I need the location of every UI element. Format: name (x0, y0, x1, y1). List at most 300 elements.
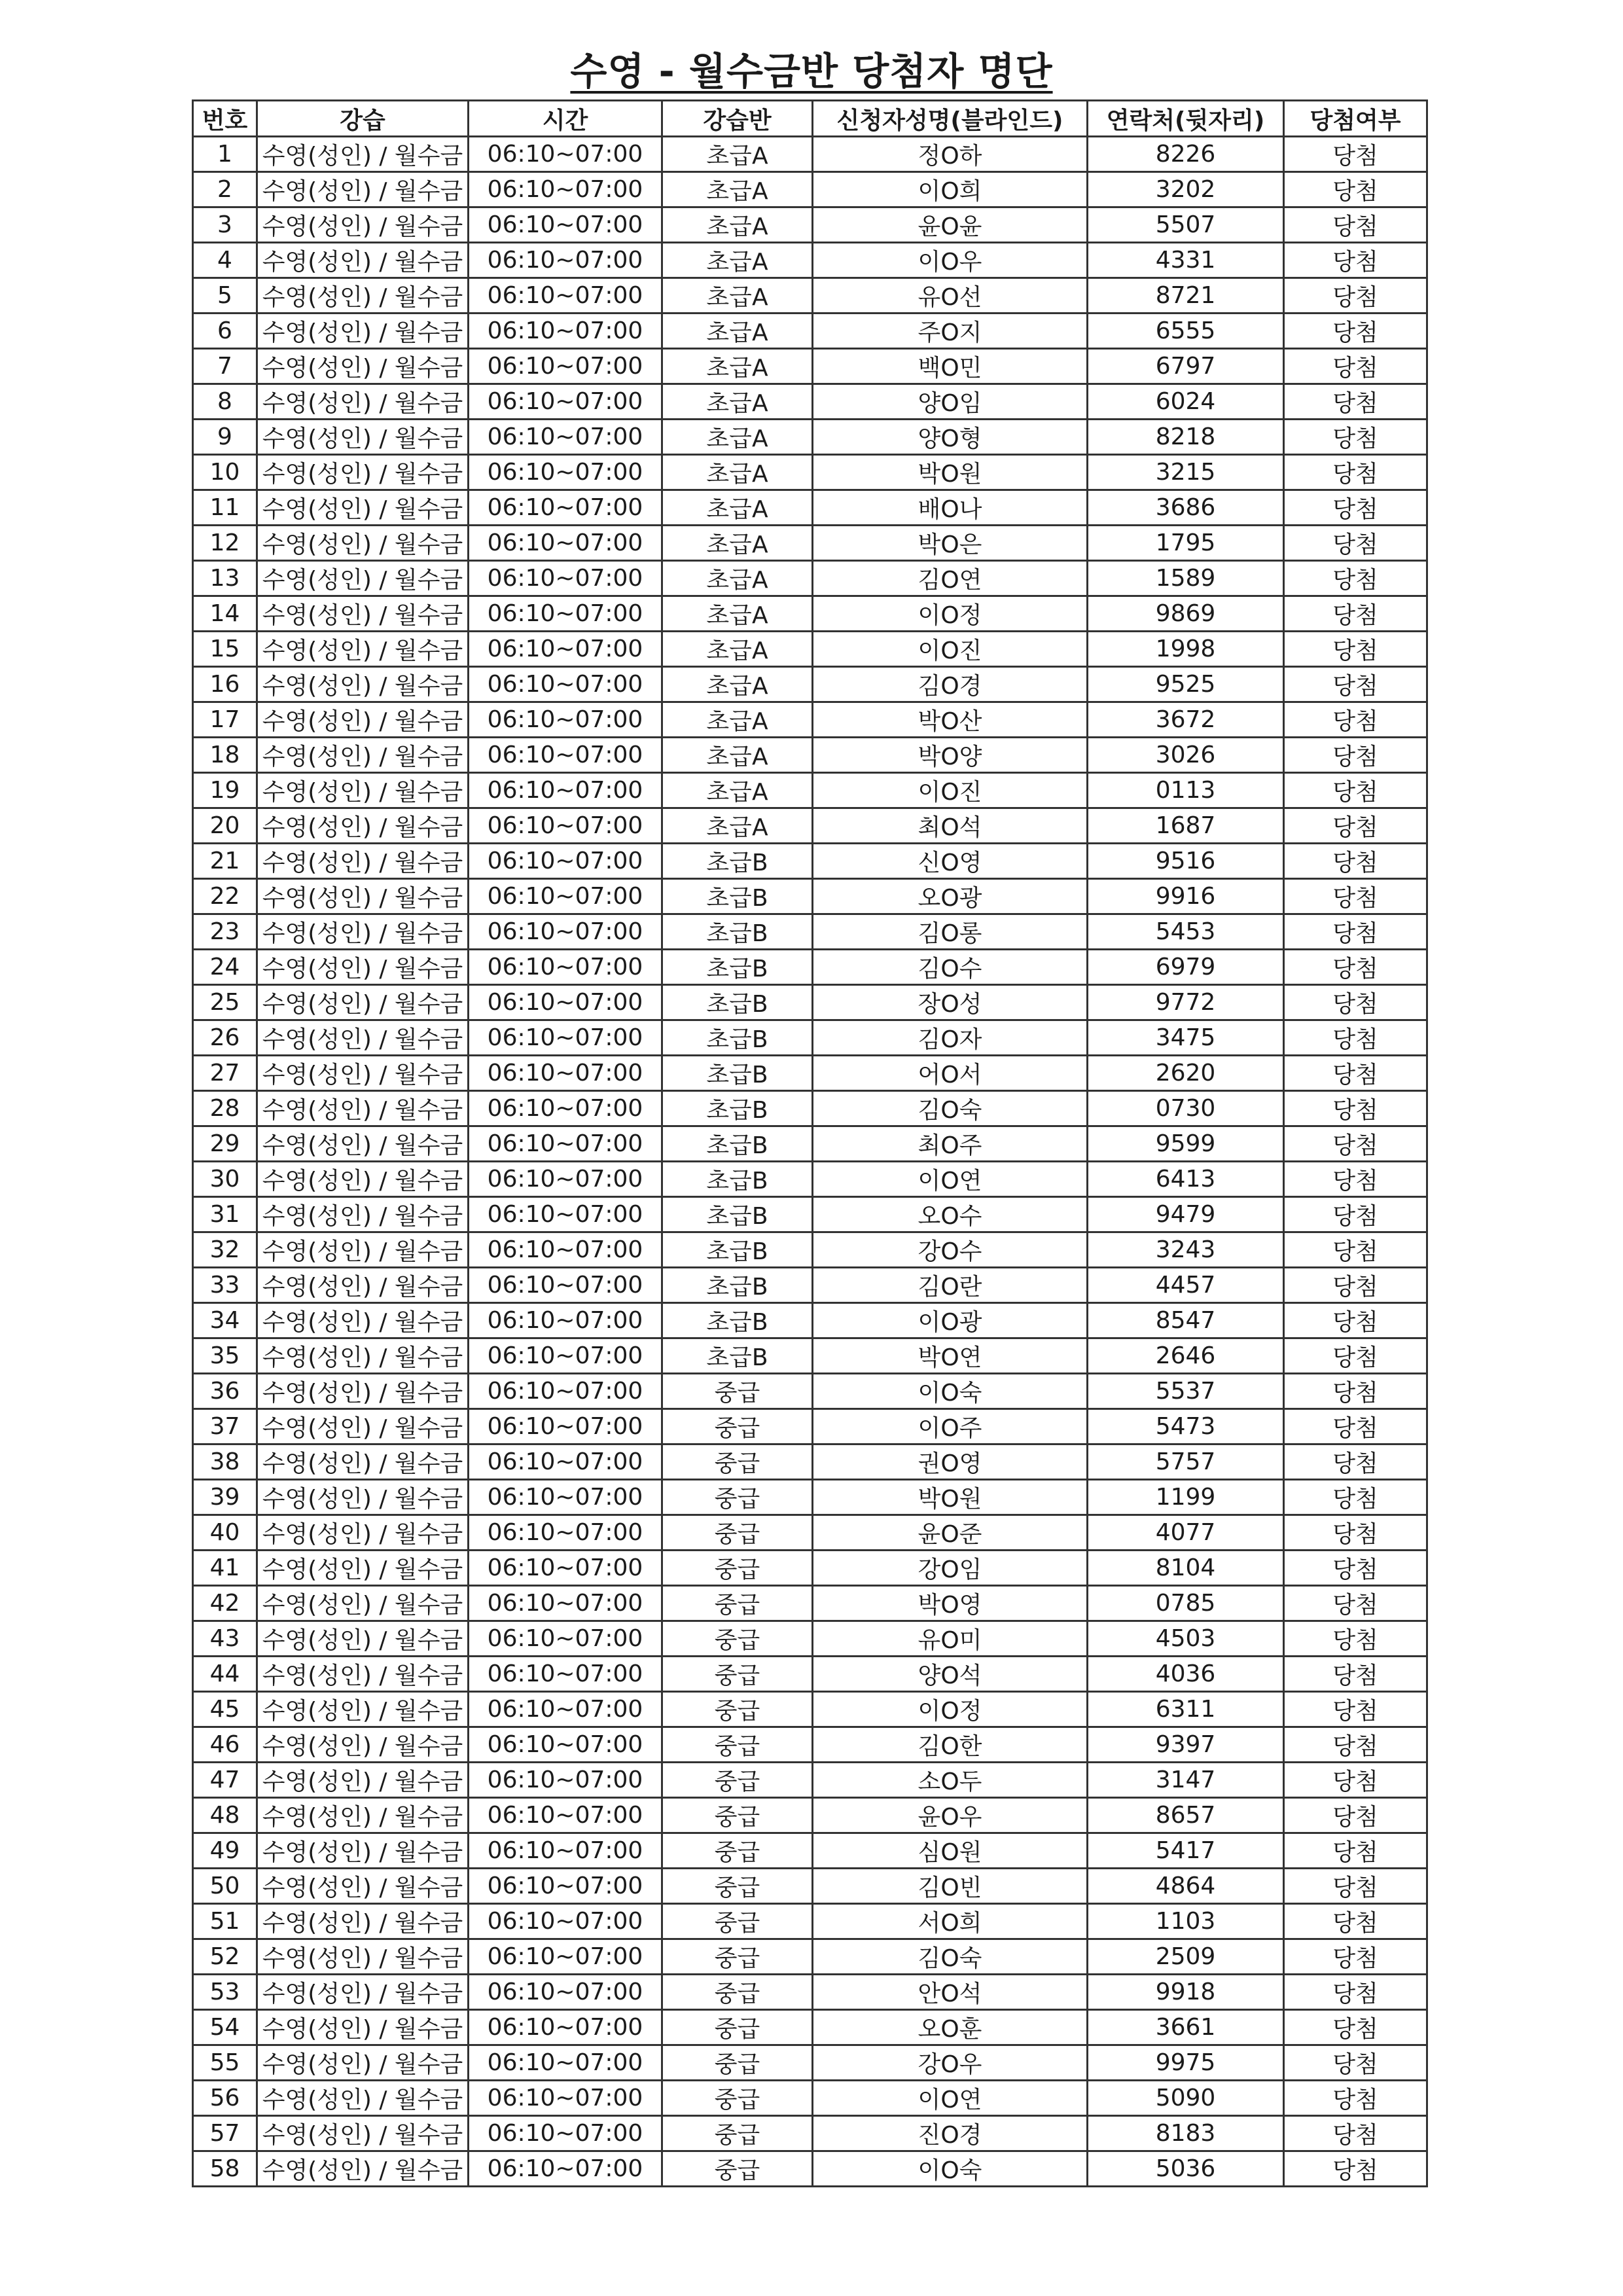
table-row (193, 667, 1427, 702)
cell-time: 06:10~07:00 (469, 1480, 662, 1515)
cell-course: 수영(성인) / 월수금 (257, 879, 469, 914)
cell-time: 06:10~07:00 (469, 314, 662, 349)
cell-class: 초급A (662, 808, 813, 844)
cell-contact: 8183 (1088, 2116, 1284, 2151)
cell-result: 당첨 (1284, 2151, 1427, 2187)
cell-contact: 5507 (1088, 207, 1284, 243)
cell-time: 06:10~07:00 (469, 1551, 662, 1586)
cell-contact: 8547 (1088, 1303, 1284, 1338)
cell-number: 30 (193, 1162, 257, 1197)
cell-result: 당첨 (1284, 137, 1427, 172)
cell-time: 06:10~07:00 (469, 1586, 662, 1621)
table-row (193, 420, 1427, 455)
table-row (193, 490, 1427, 526)
cell-contact: 8104 (1088, 1551, 1284, 1586)
cell-applicant-name: 박O원 (813, 1480, 1088, 1515)
cell-contact: 9516 (1088, 844, 1284, 879)
cell-time: 06:10~07:00 (469, 243, 662, 278)
cell-number: 46 (193, 1727, 257, 1763)
col-header-result: 당첨여부 (1284, 101, 1427, 137)
cell-result: 당첨 (1284, 950, 1427, 985)
cell-result: 당첨 (1284, 667, 1427, 702)
cell-result: 당첨 (1284, 1162, 1427, 1197)
cell-time: 06:10~07:00 (469, 1833, 662, 1869)
cell-class: 초급B (662, 985, 813, 1020)
cell-applicant-name: 서O희 (813, 1904, 1088, 1939)
cell-result: 당첨 (1284, 1020, 1427, 1056)
cell-number: 22 (193, 879, 257, 914)
cell-contact: 1795 (1088, 526, 1284, 561)
cell-applicant-name: 김O란 (813, 1268, 1088, 1303)
cell-course: 수영(성인) / 월수금 (257, 1727, 469, 1763)
cell-applicant-name: 소O두 (813, 1763, 1088, 1798)
cell-applicant-name: 이O진 (813, 632, 1088, 667)
table-row (193, 1586, 1427, 1621)
cell-class: 초급A (662, 137, 813, 172)
cell-course: 수영(성인) / 월수금 (257, 985, 469, 1020)
table-row (193, 1197, 1427, 1232)
cell-applicant-name: 이O연 (813, 1162, 1088, 1197)
cell-time: 06:10~07:00 (469, 1692, 662, 1727)
table-row (193, 773, 1427, 808)
cell-time: 06:10~07:00 (469, 384, 662, 420)
cell-contact: 1998 (1088, 632, 1284, 667)
cell-course: 수영(성인) / 월수금 (257, 808, 469, 844)
cell-time: 06:10~07:00 (469, 1621, 662, 1657)
cell-course: 수영(성인) / 월수금 (257, 561, 469, 596)
cell-number: 18 (193, 738, 257, 773)
cell-number: 2 (193, 172, 257, 207)
cell-contact: 3661 (1088, 2010, 1284, 2045)
cell-result: 당첨 (1284, 384, 1427, 420)
cell-number: 56 (193, 2081, 257, 2116)
cell-number: 21 (193, 844, 257, 879)
cell-contact: 0730 (1088, 1091, 1284, 1126)
table-row (193, 207, 1427, 243)
cell-result: 당첨 (1284, 985, 1427, 1020)
cell-result: 당첨 (1284, 1338, 1427, 1374)
cell-number: 36 (193, 1374, 257, 1409)
cell-contact: 5757 (1088, 1444, 1284, 1480)
cell-class: 중급 (662, 1798, 813, 1833)
cell-applicant-name: 정O하 (813, 137, 1088, 172)
cell-class: 중급 (662, 2151, 813, 2187)
cell-class: 초급B (662, 1020, 813, 1056)
cell-number: 57 (193, 2116, 257, 2151)
cell-number: 55 (193, 2045, 257, 2081)
cell-class: 초급A (662, 384, 813, 420)
cell-contact: 9397 (1088, 1727, 1284, 1763)
cell-number: 49 (193, 1833, 257, 1869)
table-row (193, 2045, 1427, 2081)
cell-time: 06:10~07:00 (469, 702, 662, 738)
cell-course: 수영(성인) / 월수금 (257, 1975, 469, 2010)
cell-applicant-name: 김O롱 (813, 914, 1088, 950)
cell-time: 06:10~07:00 (469, 526, 662, 561)
cell-contact: 1103 (1088, 1904, 1284, 1939)
col-header-time: 시간 (469, 101, 662, 137)
cell-time: 06:10~07:00 (469, 950, 662, 985)
table-row (193, 1374, 1427, 1409)
cell-course: 수영(성인) / 월수금 (257, 2151, 469, 2187)
table-row (193, 455, 1427, 490)
cell-applicant-name: 김O빈 (813, 1869, 1088, 1904)
cell-contact: 4503 (1088, 1621, 1284, 1657)
cell-result: 당첨 (1284, 1056, 1427, 1091)
cell-applicant-name: 박O영 (813, 1586, 1088, 1621)
cell-result: 당첨 (1284, 278, 1427, 314)
cell-number: 32 (193, 1232, 257, 1268)
cell-contact: 1687 (1088, 808, 1284, 844)
cell-class: 초급B (662, 1056, 813, 1091)
cell-result: 당첨 (1284, 702, 1427, 738)
cell-result: 당첨 (1284, 1833, 1427, 1869)
cell-time: 06:10~07:00 (469, 1515, 662, 1551)
table-row (193, 1091, 1427, 1126)
cell-course: 수영(성인) / 월수금 (257, 702, 469, 738)
cell-result: 당첨 (1284, 2010, 1427, 2045)
table-body (193, 137, 1427, 2187)
cell-time: 06:10~07:00 (469, 2151, 662, 2187)
cell-time: 06:10~07:00 (469, 172, 662, 207)
cell-course: 수영(성인) / 월수금 (257, 1939, 469, 1975)
cell-class: 초급B (662, 844, 813, 879)
cell-contact: 5453 (1088, 914, 1284, 950)
cell-result: 당첨 (1284, 490, 1427, 526)
cell-class: 중급 (662, 1374, 813, 1409)
cell-course: 수영(성인) / 월수금 (257, 1833, 469, 1869)
cell-result: 당첨 (1284, 1763, 1427, 1798)
cell-number: 33 (193, 1268, 257, 1303)
cell-applicant-name: 이O정 (813, 1692, 1088, 1727)
cell-applicant-name: 박O은 (813, 526, 1088, 561)
cell-applicant-name: 김O숙 (813, 1939, 1088, 1975)
table-row (193, 172, 1427, 207)
cell-applicant-name: 주O지 (813, 314, 1088, 349)
cell-applicant-name: 이O주 (813, 1409, 1088, 1444)
cell-contact: 6555 (1088, 314, 1284, 349)
cell-result: 당첨 (1284, 561, 1427, 596)
table-row (193, 844, 1427, 879)
cell-contact: 1199 (1088, 1480, 1284, 1515)
cell-result: 당첨 (1284, 1091, 1427, 1126)
cell-class: 중급 (662, 2010, 813, 2045)
cell-number: 52 (193, 1939, 257, 1975)
cell-class: 초급A (662, 561, 813, 596)
cell-number: 38 (193, 1444, 257, 1480)
cell-contact: 3243 (1088, 1232, 1284, 1268)
cell-result: 당첨 (1284, 1232, 1427, 1268)
table-row (193, 1056, 1427, 1091)
cell-applicant-name: 오O훈 (813, 2010, 1088, 2045)
cell-class: 초급B (662, 1162, 813, 1197)
col-header-class: 강습반 (662, 101, 813, 137)
table-row (193, 808, 1427, 844)
cell-applicant-name: 이O진 (813, 773, 1088, 808)
cell-class: 중급 (662, 2081, 813, 2116)
cell-applicant-name: 윤O윤 (813, 207, 1088, 243)
cell-time: 06:10~07:00 (469, 879, 662, 914)
table-row (193, 950, 1427, 985)
cell-number: 6 (193, 314, 257, 349)
cell-time: 06:10~07:00 (469, 1939, 662, 1975)
cell-result: 당첨 (1284, 1657, 1427, 1692)
cell-course: 수영(성인) / 월수금 (257, 1621, 469, 1657)
cell-course: 수영(성인) / 월수금 (257, 1232, 469, 1268)
cell-contact: 9869 (1088, 596, 1284, 632)
cell-class: 중급 (662, 1586, 813, 1621)
cell-contact: 9916 (1088, 879, 1284, 914)
cell-time: 06:10~07:00 (469, 1798, 662, 1833)
cell-result: 당첨 (1284, 879, 1427, 914)
cell-class: 중급 (662, 1444, 813, 1480)
cell-class: 초급B (662, 1303, 813, 1338)
cell-course: 수영(성인) / 월수금 (257, 1374, 469, 1409)
cell-contact: 8226 (1088, 137, 1284, 172)
cell-number: 47 (193, 1763, 257, 1798)
cell-contact: 5537 (1088, 1374, 1284, 1409)
cell-contact: 1589 (1088, 561, 1284, 596)
cell-number: 28 (193, 1091, 257, 1126)
cell-result: 당첨 (1284, 207, 1427, 243)
cell-time: 06:10~07:00 (469, 1020, 662, 1056)
cell-class: 초급B (662, 914, 813, 950)
cell-time: 06:10~07:00 (469, 2081, 662, 2116)
cell-class: 초급B (662, 1197, 813, 1232)
table-row (193, 632, 1427, 667)
cell-class: 초급A (662, 420, 813, 455)
cell-time: 06:10~07:00 (469, 808, 662, 844)
col-header-course: 강습 (257, 101, 469, 137)
cell-applicant-name: 이O광 (813, 1303, 1088, 1338)
table-row (193, 1692, 1427, 1727)
cell-number: 3 (193, 207, 257, 243)
cell-number: 24 (193, 950, 257, 985)
cell-time: 06:10~07:00 (469, 667, 662, 702)
cell-course: 수영(성인) / 월수금 (257, 773, 469, 808)
col-header-contact: 연락처(뒷자리) (1088, 101, 1284, 137)
cell-time: 06:10~07:00 (469, 773, 662, 808)
cell-course: 수영(성인) / 월수금 (257, 420, 469, 455)
cell-class: 초급A (662, 596, 813, 632)
cell-number: 27 (193, 1056, 257, 1091)
table-row (193, 738, 1427, 773)
cell-course: 수영(성인) / 월수금 (257, 1409, 469, 1444)
table-row (193, 2081, 1427, 2116)
cell-contact: 4077 (1088, 1515, 1284, 1551)
cell-course: 수영(성인) / 월수금 (257, 1586, 469, 1621)
cell-course: 수영(성인) / 월수금 (257, 914, 469, 950)
table-row (193, 1939, 1427, 1975)
cell-number: 42 (193, 1586, 257, 1621)
cell-number: 41 (193, 1551, 257, 1586)
table-row (193, 2116, 1427, 2151)
cell-result: 당첨 (1284, 1975, 1427, 2010)
cell-contact: 9479 (1088, 1197, 1284, 1232)
cell-result: 당첨 (1284, 349, 1427, 384)
table-row (193, 2151, 1427, 2187)
table-row (193, 1657, 1427, 1692)
cell-class: 초급A (662, 349, 813, 384)
table-row (193, 1621, 1427, 1657)
cell-time: 06:10~07:00 (469, 1197, 662, 1232)
cell-time: 06:10~07:00 (469, 2010, 662, 2045)
cell-result: 당첨 (1284, 844, 1427, 879)
cell-class: 초급B (662, 1232, 813, 1268)
cell-result: 당첨 (1284, 1480, 1427, 1515)
cell-result: 당첨 (1284, 632, 1427, 667)
cell-course: 수영(성인) / 월수금 (257, 1126, 469, 1162)
cell-course: 수영(성인) / 월수금 (257, 1480, 469, 1515)
cell-number: 9 (193, 420, 257, 455)
cell-contact: 2509 (1088, 1939, 1284, 1975)
cell-class: 중급 (662, 1692, 813, 1727)
cell-applicant-name: 김O한 (813, 1727, 1088, 1763)
cell-number: 51 (193, 1904, 257, 1939)
cell-class: 중급 (662, 1551, 813, 1586)
cell-course: 수영(성인) / 월수금 (257, 738, 469, 773)
cell-result: 당첨 (1284, 1303, 1427, 1338)
cell-contact: 3475 (1088, 1020, 1284, 1056)
cell-result: 당첨 (1284, 314, 1427, 349)
cell-applicant-name: 어O서 (813, 1056, 1088, 1091)
cell-number: 13 (193, 561, 257, 596)
cell-course: 수영(성인) / 월수금 (257, 278, 469, 314)
cell-time: 06:10~07:00 (469, 1303, 662, 1338)
cell-class: 초급A (662, 667, 813, 702)
cell-result: 당첨 (1284, 455, 1427, 490)
cell-class: 중급 (662, 1975, 813, 2010)
cell-time: 06:10~07:00 (469, 1869, 662, 1904)
cell-applicant-name: 진O경 (813, 2116, 1088, 2151)
cell-number: 10 (193, 455, 257, 490)
table-row (193, 1551, 1427, 1586)
cell-time: 06:10~07:00 (469, 1232, 662, 1268)
cell-class: 초급A (662, 490, 813, 526)
cell-class: 초급A (662, 172, 813, 207)
cell-course: 수영(성인) / 월수금 (257, 950, 469, 985)
col-header-number: 번호 (193, 101, 257, 137)
cell-applicant-name: 강O우 (813, 2045, 1088, 2081)
cell-class: 초급B (662, 1126, 813, 1162)
cell-class: 초급A (662, 702, 813, 738)
cell-applicant-name: 윤O준 (813, 1515, 1088, 1551)
cell-contact: 6797 (1088, 349, 1284, 384)
cell-course: 수영(성인) / 월수금 (257, 667, 469, 702)
cell-contact: 6979 (1088, 950, 1284, 985)
cell-course: 수영(성인) / 월수금 (257, 1904, 469, 1939)
cell-course: 수영(성인) / 월수금 (257, 1303, 469, 1338)
cell-applicant-name: 유O선 (813, 278, 1088, 314)
cell-applicant-name: 이O우 (813, 243, 1088, 278)
cell-number: 1 (193, 137, 257, 172)
table-row (193, 1126, 1427, 1162)
cell-class: 중급 (662, 1657, 813, 1692)
cell-applicant-name: 강O임 (813, 1551, 1088, 1586)
cell-time: 06:10~07:00 (469, 844, 662, 879)
cell-contact: 2646 (1088, 1338, 1284, 1374)
cell-time: 06:10~07:00 (469, 278, 662, 314)
cell-time: 06:10~07:00 (469, 1657, 662, 1692)
cell-result: 당첨 (1284, 1939, 1427, 1975)
cell-class: 초급A (662, 632, 813, 667)
cell-applicant-name: 김O경 (813, 667, 1088, 702)
cell-result: 당첨 (1284, 2116, 1427, 2151)
cell-result: 당첨 (1284, 1268, 1427, 1303)
cell-applicant-name: 백O민 (813, 349, 1088, 384)
cell-course: 수영(성인) / 월수금 (257, 2081, 469, 2116)
cell-applicant-name: 강O수 (813, 1232, 1088, 1268)
table-row (193, 1409, 1427, 1444)
table-row (193, 1480, 1427, 1515)
cell-result: 당첨 (1284, 596, 1427, 632)
cell-course: 수영(성인) / 월수금 (257, 2116, 469, 2151)
cell-course: 수영(성인) / 월수금 (257, 349, 469, 384)
cell-result: 당첨 (1284, 2045, 1427, 2081)
table-row (193, 914, 1427, 950)
cell-number: 48 (193, 1798, 257, 1833)
table-row (193, 526, 1427, 561)
cell-number: 20 (193, 808, 257, 844)
cell-number: 37 (193, 1409, 257, 1444)
cell-class: 중급 (662, 1869, 813, 1904)
cell-result: 당첨 (1284, 808, 1427, 844)
cell-time: 06:10~07:00 (469, 1126, 662, 1162)
cell-applicant-name: 안O석 (813, 1975, 1088, 2010)
cell-time: 06:10~07:00 (469, 349, 662, 384)
cell-applicant-name: 최O주 (813, 1126, 1088, 1162)
cell-class: 중급 (662, 1833, 813, 1869)
cell-time: 06:10~07:00 (469, 2116, 662, 2151)
cell-applicant-name: 유O미 (813, 1621, 1088, 1657)
cell-class: 초급B (662, 1091, 813, 1126)
cell-contact: 5036 (1088, 2151, 1284, 2187)
cell-number: 4 (193, 243, 257, 278)
cell-time: 06:10~07:00 (469, 1268, 662, 1303)
cell-contact: 3215 (1088, 455, 1284, 490)
cell-applicant-name: 장O성 (813, 985, 1088, 1020)
cell-applicant-name: 양O임 (813, 384, 1088, 420)
cell-time: 06:10~07:00 (469, 1444, 662, 1480)
cell-class: 중급 (662, 1939, 813, 1975)
cell-number: 15 (193, 632, 257, 667)
cell-contact: 5417 (1088, 1833, 1284, 1869)
cell-class: 초급A (662, 738, 813, 773)
cell-class: 초급B (662, 1338, 813, 1374)
cell-number: 25 (193, 985, 257, 1020)
cell-contact: 6413 (1088, 1162, 1284, 1197)
cell-time: 06:10~07:00 (469, 1975, 662, 2010)
cell-number: 45 (193, 1692, 257, 1727)
cell-contact: 0785 (1088, 1586, 1284, 1621)
cell-contact: 9599 (1088, 1126, 1284, 1162)
cell-course: 수영(성인) / 월수금 (257, 1798, 469, 1833)
cell-applicant-name: 양O석 (813, 1657, 1088, 1692)
cell-applicant-name: 배O나 (813, 490, 1088, 526)
cell-number: 39 (193, 1480, 257, 1515)
table-row (193, 278, 1427, 314)
table-row (193, 702, 1427, 738)
cell-applicant-name: 김O연 (813, 561, 1088, 596)
cell-time: 06:10~07:00 (469, 207, 662, 243)
cell-contact: 3686 (1088, 490, 1284, 526)
table-row (193, 1303, 1427, 1338)
table-row (193, 2010, 1427, 2045)
table-row (193, 1338, 1427, 1374)
cell-time: 06:10~07:00 (469, 490, 662, 526)
cell-number: 5 (193, 278, 257, 314)
cell-applicant-name: 이O희 (813, 172, 1088, 207)
